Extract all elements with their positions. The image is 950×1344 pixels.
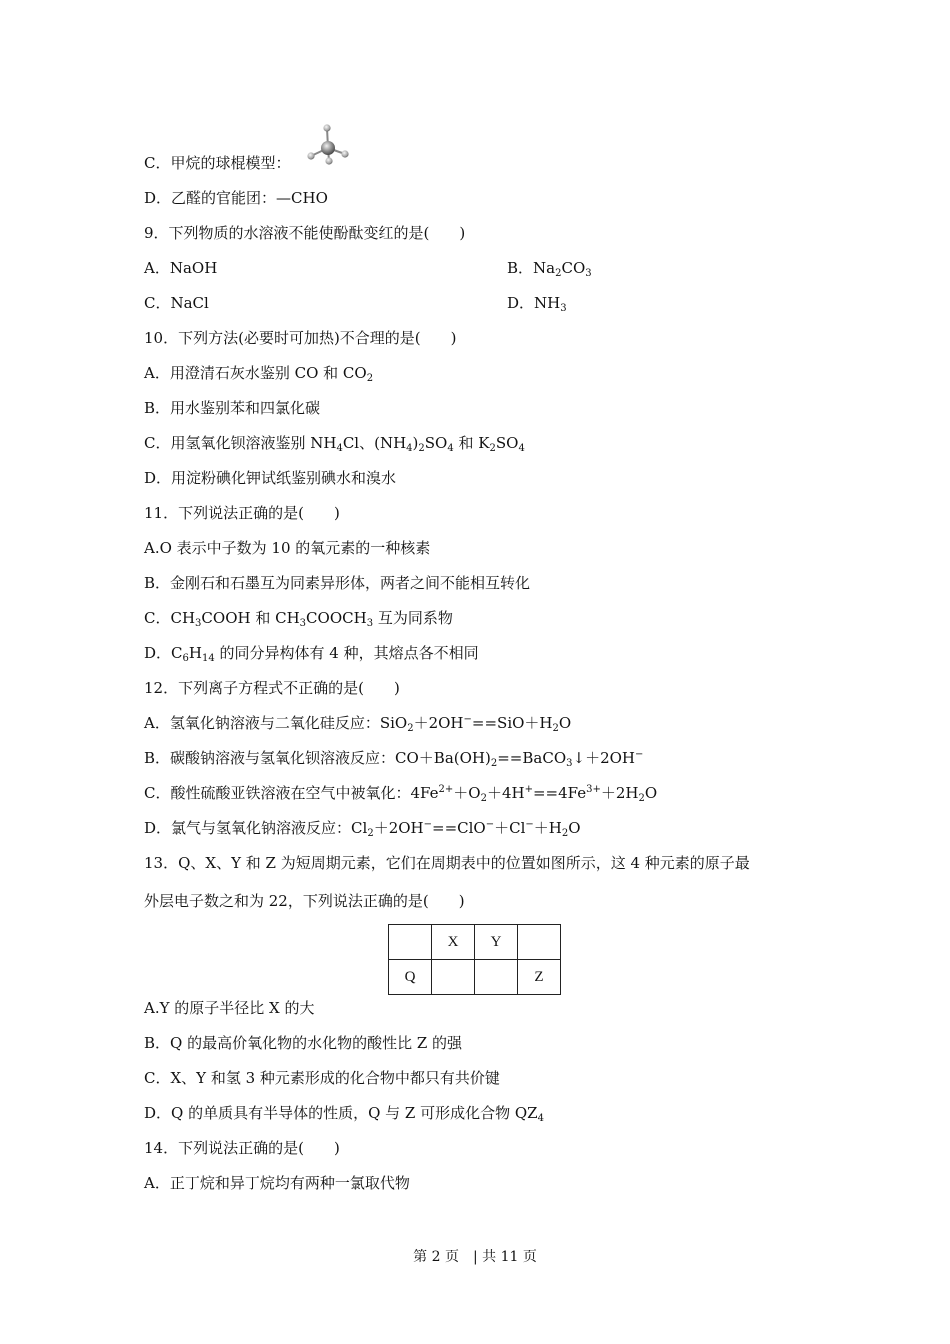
q9-option-b: B．$Na_2CO_3$ (507, 259, 592, 279)
q11-option-d: D．$C_6H_{14}$ 的同分异构体有 4 种，其熔点各不相同 (144, 644, 479, 664)
table-cell: X (432, 925, 475, 960)
periodic-table-fragment (388, 924, 561, 995)
table-cell (432, 960, 475, 995)
table-cell (475, 960, 518, 995)
q12-option-b: B．碳酸钠溶液与氢氧化钡溶液反应：$CO+Ba(OH)_2==BaCO_3↓+2OH^-$ (144, 749, 644, 769)
q13-stem-line2: 外层电子数之和为 22，下列说法正确的是( ) (144, 892, 465, 910)
q13-stem-line1: 13．Q、X、Y 和 Z 为短周期元素，它们在周期表中的位置如图所示，这 4 种元素的原子最 (144, 854, 750, 872)
q14-option-a: A．正丁烷和异丁烷均有两种一氯取代物 (144, 1174, 410, 1192)
q13-option-a: A.Y 的原子半径比 X 的大 (144, 999, 315, 1017)
page-footer: 第 2 页 | 共 11 页 (413, 1249, 537, 1265)
table-cell: Y (475, 925, 518, 960)
q10-option-c: C．用氢氧化钡溶液鉴别 $NH_4Cl$、$(NH_4)_2SO_4$ 和 $K_2SO_4$ (144, 434, 525, 454)
table-cell (389, 925, 432, 960)
q8-option-d: D．乙醛的官能团：—CHO (144, 189, 328, 207)
q12-option-c: C．酸性硫酸亚铁溶液在空气中被氧化：$4Fe^{2+}+O_2+4H^+==4Fe^{3+}+2H_2O$ (144, 784, 658, 804)
q10-option-d: D．用淀粉碘化钾试纸鉴别碘水和溴水 (144, 469, 397, 487)
q11-option-a: A.O 表示中子数为 10 的氧元素的一种核素 (144, 539, 431, 557)
table-cell: Z (518, 960, 561, 995)
q12-option-a: A．氢氧化钠溶液与二氧化硅反应：$SiO_2+2OH^-==SiO+H_2O$ (144, 714, 572, 734)
q14-stem: 14．下列说法正确的是( ) (144, 1139, 340, 1157)
q13-option-b: B．Q 的最高价氧化物的水化物的酸性比 Z 的强 (144, 1034, 463, 1052)
table-cell: Q (389, 960, 432, 995)
q9-option-c: C．NaCl (144, 294, 209, 312)
q12-option-d: D．氯气与氢氧化钠溶液反应：$Cl_2+2OH^-==ClO^-+Cl^-+H_2O$ (144, 819, 581, 839)
q11-stem: 11．下列说法正确的是( ) (144, 504, 340, 522)
q9-stem: 9．下列物质的水溶液不能使酚酞变红的是( ) (144, 224, 466, 242)
q10-stem: 10．下列方法(必要时可加热)不合理的是( ) (144, 329, 457, 347)
q10-option-b: B．用水鉴别苯和四氯化碳 (144, 399, 321, 417)
q11-option-c: C．$CH_3COOH$ 和 $CH_3COOCH_3$ 互为同系物 (144, 609, 453, 629)
q9-option-a: A．NaOH (144, 259, 218, 277)
table-cell (518, 925, 561, 960)
table-row (389, 925, 561, 960)
q11-option-b: B．金刚石和石墨互为同素异形体，两者之间不能相互转化 (144, 574, 531, 592)
q10-option-a: A．用澄清石灰水鉴别 CO 和 $CO_2$ (144, 364, 374, 384)
table-row (389, 960, 561, 995)
q13-option-d: D．Q 的单质具有半导体的性质，Q 与 Z 可形成化合物 $QZ_4$ (144, 1104, 544, 1124)
methane-ball-stick-model (304, 122, 354, 166)
q9-option-d: D．$NH_3$ (507, 294, 567, 314)
q13-option-c: C．X、Y 和氢 3 种元素形成的化合物中都只有共价键 (144, 1069, 500, 1087)
q8-option-c: C．甲烷的球棍模型： (144, 154, 291, 172)
q12-stem: 12．下列离子方程式不正确的是( ) (144, 679, 400, 697)
